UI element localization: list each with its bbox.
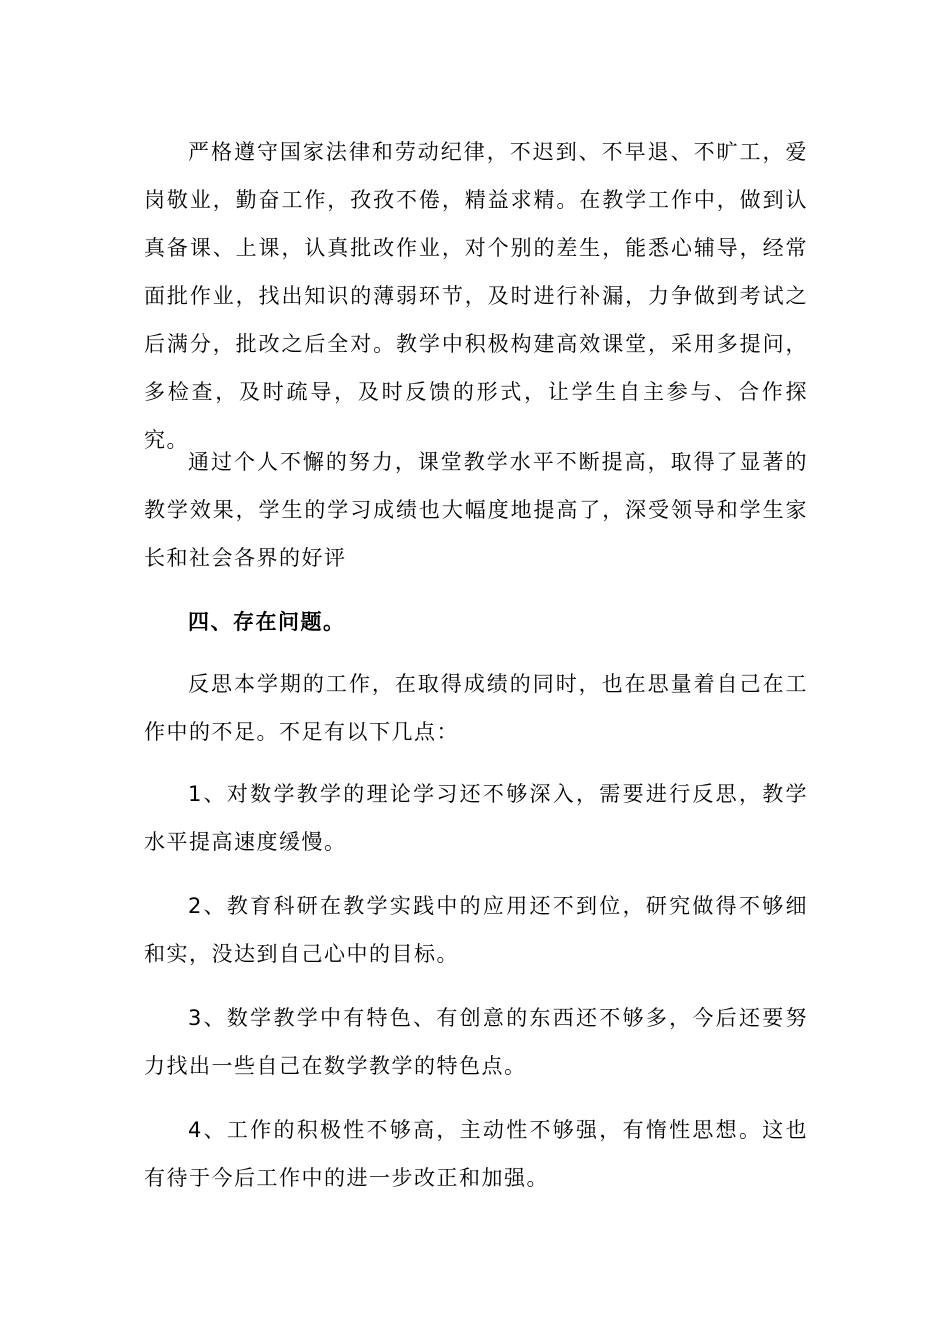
list-item-1: 1、对数学教学的理论学习还不够深入，需要进行反思，教学水平提高速度缓慢。	[144, 782, 808, 854]
paragraph-work-discipline: 严格遵守国家法律和劳动纪律，不迟到、不早退、不旷工，爱岗敬业，勤奋工作，孜孜不倦，精益求精。在教学工作中，做到认真备课、上课，认真批改作业，对个别的差生，能悉心辅导，经常面批作业，找出知识的薄弱环节，及时进行补漏，力争做到考试之后满分，批改之后全对。教学中积极构建高效课堂，采用多提问，多检查，及时疏导，及时反馈的形式，让学生自主参与、合作探究。	[144, 140, 808, 452]
list-item-3: 3、数学教学中有特色、有创意的东西还不够多，今后还要努力找出一些自己在数学教学的特色点。	[144, 1006, 808, 1078]
list-item-2: 2、教育科研在教学实践中的应用还不到位，研究做得不够细和实，没达到自己心中的目标。	[144, 894, 808, 966]
list-item-4: 4、工作的积极性不够高，主动性不够强，有惰性思想。这也有待于今后工作中的进一步改正和加强。	[144, 1118, 808, 1190]
paragraph-reflection-intro: 反思本学期的工作，在取得成绩的同时，也在思量着自己在工作中的不足。不足有以下几点：	[144, 672, 808, 744]
paragraph-teaching-results: 通过个人不懈的努力，课堂教学水平不断提高，取得了显著的教学效果，学生的学习成绩也大幅度地提高了，深受领导和学生家长和社会各界的好评	[144, 450, 808, 570]
section-heading-problems: 四、存在问题。	[188, 610, 346, 634]
